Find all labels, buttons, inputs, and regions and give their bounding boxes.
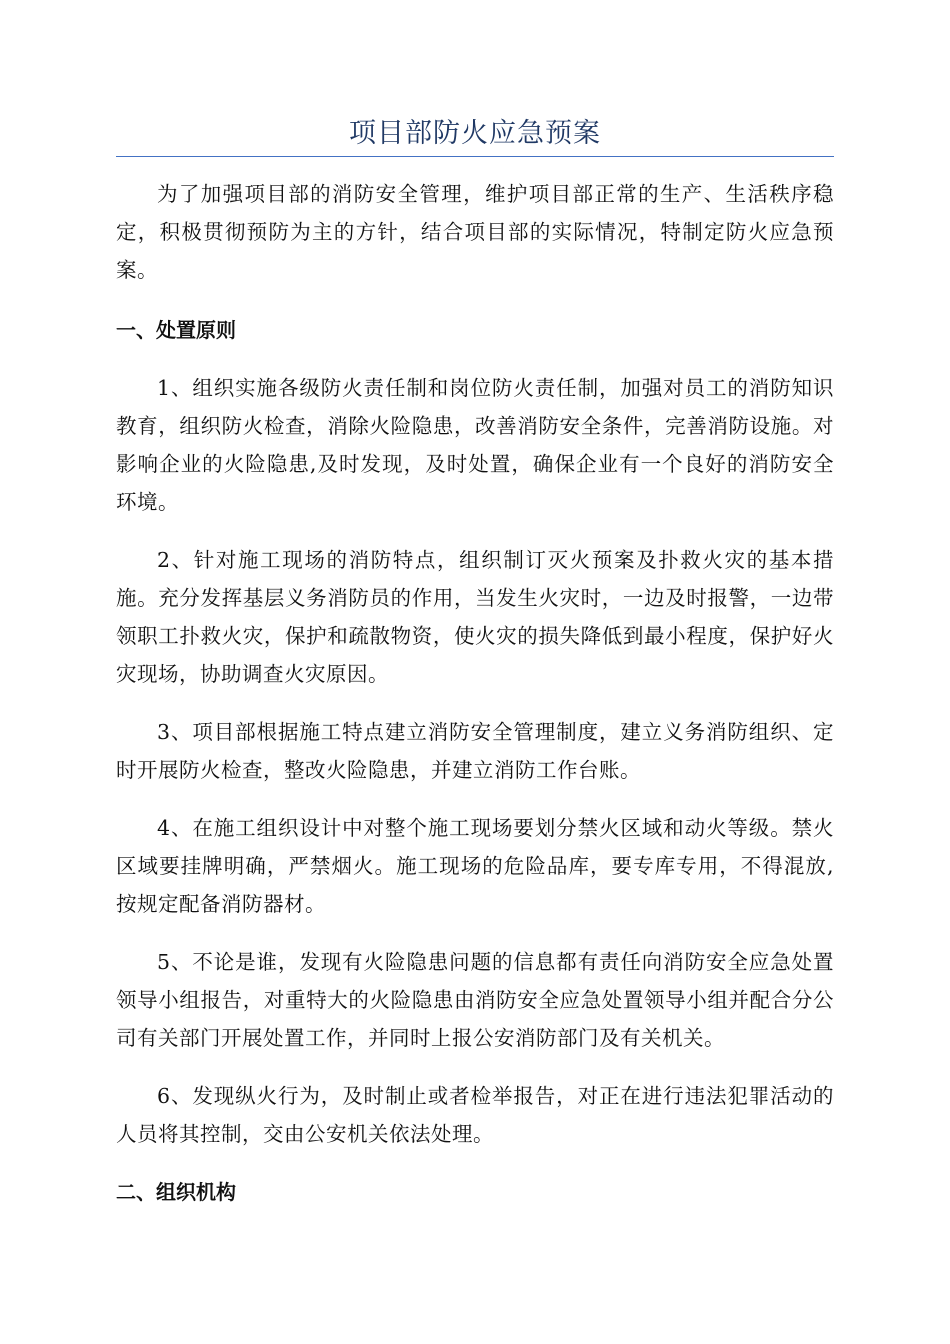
- section-heading-principles: 一、处置原则: [116, 318, 236, 342]
- principle-item-2: 2、针对施工现场的消防特点，组织制订灭火预案及扑救火灾的基本措施。充分发挥基层义务消防员的作用，当发生火灾时，一边及时报警，一边带领职工扑救火灾，保护和疏散物资，使火灾的损失降低到最小程度，保护好火灾现场，协助调查火灾原因。: [116, 548, 834, 686]
- document-page: [116, 0, 834, 1211]
- principle-item-5: 5、不论是谁，发现有火险隐患问题的信息都有责任向消防安全应急处置领导小组报告，对重特大的火险隐患由消防安全应急处置领导小组并配合分公司有关部门开展处置工作，并同时上报公安消防部门及有关机关。: [116, 950, 834, 1050]
- principle-item-6: 6、发现纵火行为，及时制止或者检举报告，对正在进行违法犯罪活动的人员将其控制，交由公安机关依法处理。: [116, 1084, 834, 1146]
- section-heading-organization: 二、组织机构: [116, 1180, 236, 1204]
- intro-paragraph: 为了加强项目部的消防安全管理，维护项目部正常的生产、生活秩序稳定，积极贯彻预防为主的方针，结合项目部的实际情况，特制定防火应急预案。: [116, 182, 834, 282]
- document-title: 项目部防火应急预案: [349, 118, 601, 149]
- principle-item-1: 1、组织实施各级防火责任制和岗位防火责任制，加强对员工的消防知识教育，组织防火检查，消除火险隐患，改善消防安全条件，完善消防设施。对影响企业的火险隐患,及时发现，及时处置，确保企业有一个良好的消防安全环境。: [116, 376, 834, 514]
- principle-item-3: 3、项目部根据施工特点建立消防安全管理制度，建立义务消防组织、定时开展防火检查，整改火险隐患，并建立消防工作台账。: [116, 720, 834, 782]
- principle-item-4: 4、在施工组织设计中对整个施工现场要划分禁火区域和动火等级。禁火区域要挂牌明确，严禁烟火。施工现场的危险品库，要专库专用，不得混放,按规定配备消防器材。: [116, 816, 834, 916]
- title-underline: [116, 156, 834, 157]
